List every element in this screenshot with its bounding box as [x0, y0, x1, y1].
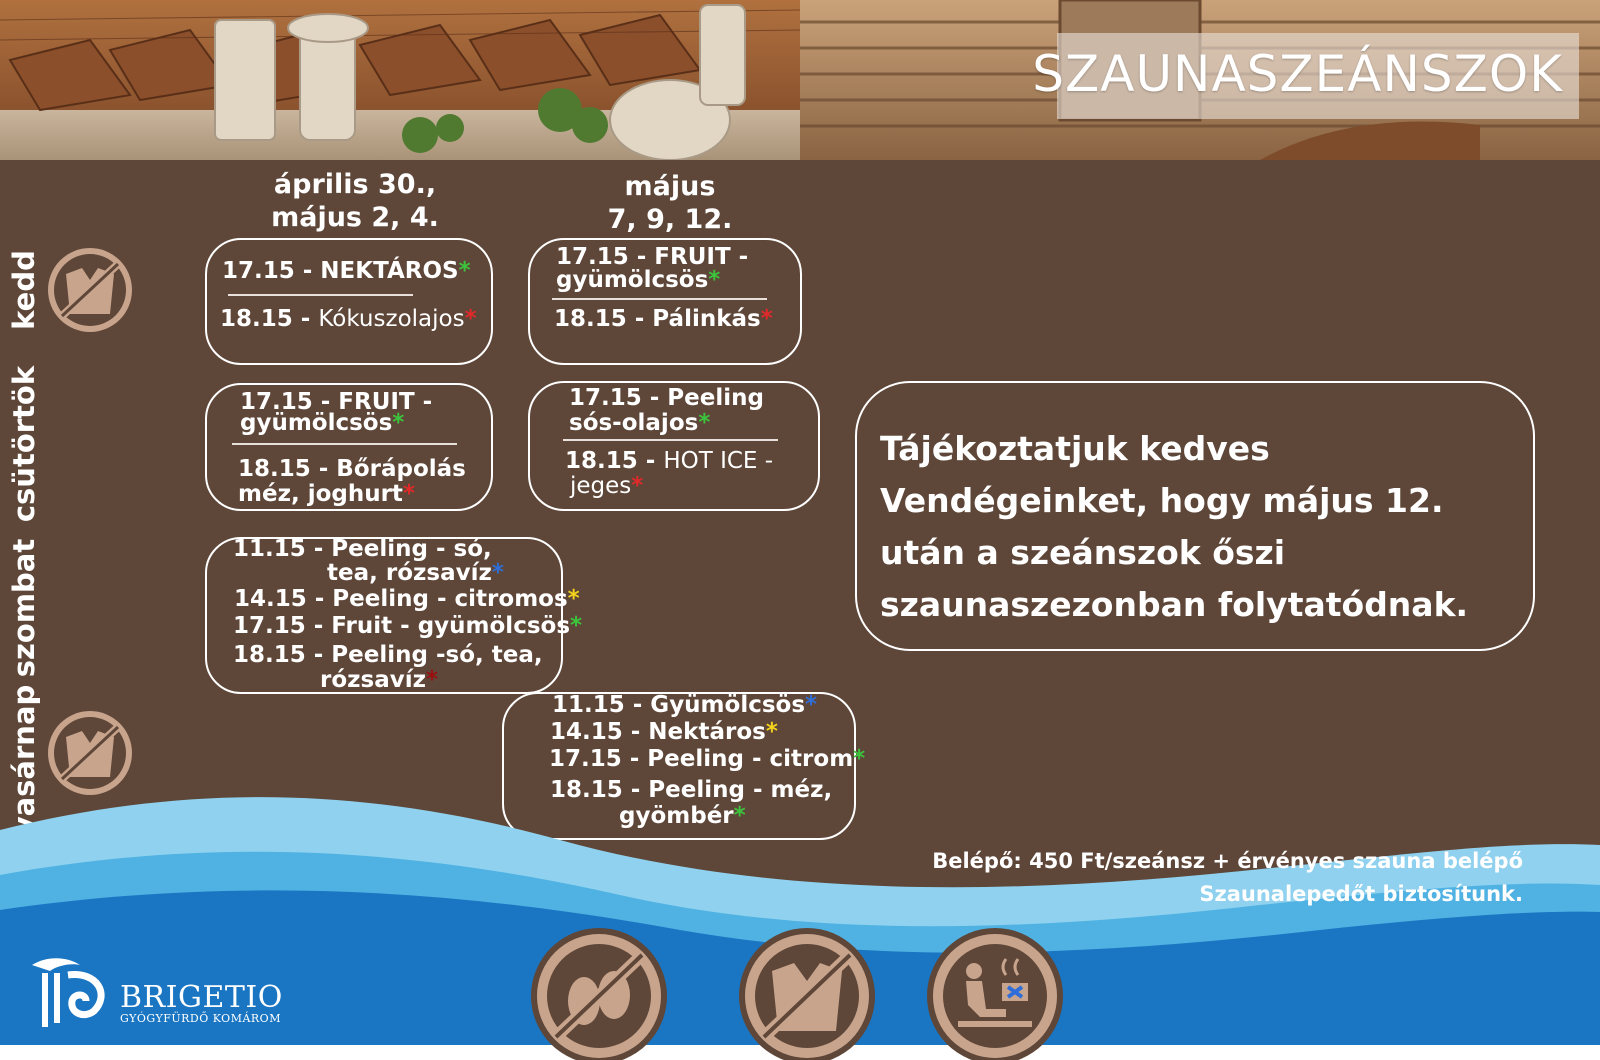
session-text — [234, 587, 580, 612]
session-label: 17.15 - Fruit - gyümölcsös — [233, 613, 571, 639]
separator — [228, 294, 413, 296]
session-text — [327, 561, 504, 586]
title-banner — [1032, 33, 1579, 119]
column-header-1 — [250, 168, 460, 234]
session-label: gyümölcsös — [240, 410, 393, 436]
red-asterisk: * — [631, 473, 644, 499]
blue-asterisk: * — [491, 560, 504, 586]
session-label: méz, joghurt — [238, 481, 403, 507]
no-slippers-icon — [528, 925, 670, 1060]
separator — [563, 439, 778, 441]
green-asterisk: * — [392, 410, 405, 436]
session-text — [556, 268, 720, 293]
session-text — [238, 482, 415, 507]
session-text — [222, 259, 471, 284]
column-header-2-line1: május — [624, 171, 716, 202]
blue-asterisk: * — [805, 692, 818, 718]
no-swimsuit-icon — [736, 925, 878, 1060]
session-label: 17.15 - NEKTÁROS — [222, 258, 459, 284]
day-label-sunday: vasárnap — [7, 684, 41, 836]
fee-info — [932, 845, 1523, 911]
session-label: tea, rózsavíz — [327, 560, 492, 586]
green-asterisk: * — [570, 613, 583, 639]
session-label: gyömbér — [619, 803, 734, 829]
yellow-asterisk: * — [567, 586, 580, 612]
column-header-1-line1: április 30., — [273, 169, 437, 200]
session-label: 18.15 - Bőrápolás — [238, 456, 466, 482]
session-text — [549, 747, 865, 772]
session-label: 14.15 - Peeling - citromos — [234, 586, 568, 612]
session-label: rózsavíz — [320, 667, 427, 693]
session-label: 11.15 - Gyümölcsös — [552, 692, 806, 718]
session-label: gyümölcsös — [556, 267, 709, 293]
session-text — [569, 411, 710, 436]
session-label: 11.15 - Peeling - só, — [233, 536, 492, 562]
session-text — [240, 411, 404, 436]
green-asterisk: * — [458, 258, 471, 284]
session-label: 18.15 - Peeling -só, tea, — [233, 642, 543, 668]
session-text — [552, 693, 817, 718]
session-text — [550, 720, 778, 745]
session-text — [320, 668, 438, 693]
no-towel-wrap-sitting-icon — [924, 925, 1066, 1060]
session-text — [233, 614, 582, 639]
session-text: 18.15 - Kókuszolajos* — [220, 306, 477, 332]
separator — [232, 443, 457, 445]
fee-line-2: Szaunalepedőt biztosítunk. — [1199, 882, 1523, 906]
green-asterisk: * — [733, 803, 746, 829]
session-label: 17.15 - FRUIT - — [556, 244, 749, 270]
red-asterisk: * — [464, 306, 477, 332]
fee-line-1: Belépő: 450 Ft/szeánsz + érvényes szauna belépő — [932, 849, 1523, 873]
session-label: 17.15 - Peeling - citrom — [549, 746, 854, 772]
session-label: jeges — [570, 473, 632, 499]
brigetio-logo-icon — [28, 955, 118, 1037]
column-header-1-line2: május 2, 4. — [271, 202, 439, 233]
red-asterisk: * — [426, 667, 439, 693]
green-asterisk: * — [853, 746, 866, 772]
session-label: 18.15 - Peeling - méz, — [550, 777, 833, 803]
yellow-asterisk: * — [765, 719, 778, 745]
session-label: sós-olajos — [569, 410, 699, 436]
red-asterisk: * — [760, 306, 773, 332]
green-asterisk: * — [698, 410, 711, 436]
session-label: 17.15 - FRUIT - — [240, 389, 433, 415]
session-text — [570, 474, 643, 499]
green-asterisk: * — [708, 267, 721, 293]
logo-name: BRIGETIO — [120, 980, 283, 1015]
day-label-saturday: szombat — [7, 538, 41, 678]
column-header-2 — [560, 170, 780, 236]
notice-text: Tájékoztatjuk kedves Vendégeinket, hogy május 12. után a szeánszok őszi szaunaszezonban folytatódnak. — [880, 429, 1469, 624]
page-title: SZAUNASZEÁNSZOK — [1032, 45, 1563, 103]
session-label: 18.15 - Pálinkás — [554, 306, 761, 332]
session-label: 14.15 - Nektáros — [550, 719, 766, 745]
logo-subtitle: GYÓGYFÜRDŐ KOMÁROM — [120, 1012, 281, 1025]
session-text — [554, 307, 773, 332]
red-asterisk: * — [402, 481, 415, 507]
column-header-2-line2: 7, 9, 12. — [607, 204, 733, 235]
day-label-thursday: csütörtök — [7, 365, 41, 523]
no-swimsuit-icon — [44, 244, 136, 340]
separator — [552, 298, 767, 300]
session-text-18-15: 18.15 - HOT ICE - — [565, 448, 774, 474]
day-label-tuesday: kedd — [7, 250, 41, 330]
session-label: 17.15 - Peeling — [569, 385, 764, 411]
